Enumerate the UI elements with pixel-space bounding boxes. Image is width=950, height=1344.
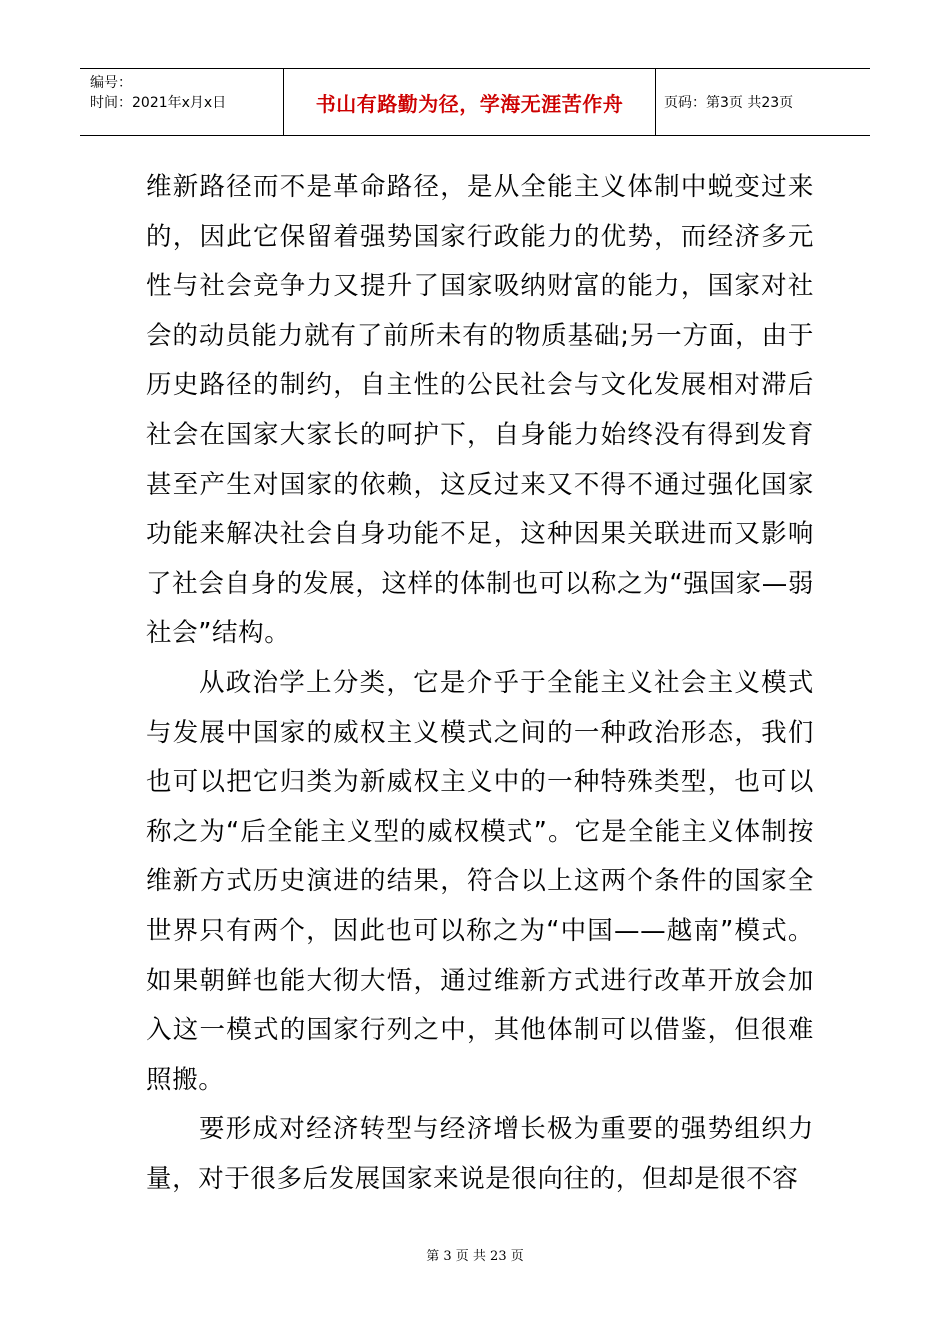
document-body bbox=[146, 163, 814, 1204]
page-footer: 第 3 页 共 23 页 bbox=[426, 1249, 524, 1264]
paragraph-1: 维新路径而不是革命路径，是从全能主义体制中蜕变过来的，因此它保留着强势国家行政能力的优势，而经济多元性与社会竞争力又提升了国家吸纳财富的能力，国家对社会的动员能力就有了前所未有的物质基础;另一方面，由于历史路径的制约，自主性的公民社会与文化发展相对滞后社会在国家大家长的呵护下，自身能力始终没有得到发育甚至产生对国家的依赖，这反过来又不得不通过强化国家功能来解决社会自身功能不足，这种因果关联进而又影响了社会自身的发展，这样的体制也可以称之为“强国家—弱社会”结构。 bbox=[146, 172, 814, 649]
paragraph-2: 从政治学上分类，它是介乎于全能主义社会主义模式与发展中国家的威权主义模式之间的一种政治形态，我们也可以把它归类为新威权主义中的一种特殊类型，也可以称之为“后全能主义型的威权模式”。它是全能主义体制按维新方式历史演进的结果，符合以上这两个条件的国家全世界只有两个，因此也可以称之为“中国——越南”模式。如果朝鲜也能大彻大悟，通过维新方式进行改革开放会加入这一模式的国家行列之中，其他体制可以借鉴，但很难照搬。 bbox=[146, 667, 814, 1095]
page-header bbox=[80, 68, 870, 136]
header-motto: 书山有路勤为径，学海无涯苦作舟 bbox=[284, 69, 656, 135]
document-date: 时间：2021年x月x日 bbox=[90, 95, 227, 111]
document-number-label: 编号： bbox=[90, 75, 132, 91]
paragraph-3: 要形成对经济转型与经济增长极为重要的强势组织力量，对于很多后发展国家来说是很向往的，但却是很不容 bbox=[146, 1114, 814, 1194]
header-page-info: 页码：第3页 共23页 bbox=[664, 95, 794, 111]
header-meta bbox=[80, 69, 284, 135]
